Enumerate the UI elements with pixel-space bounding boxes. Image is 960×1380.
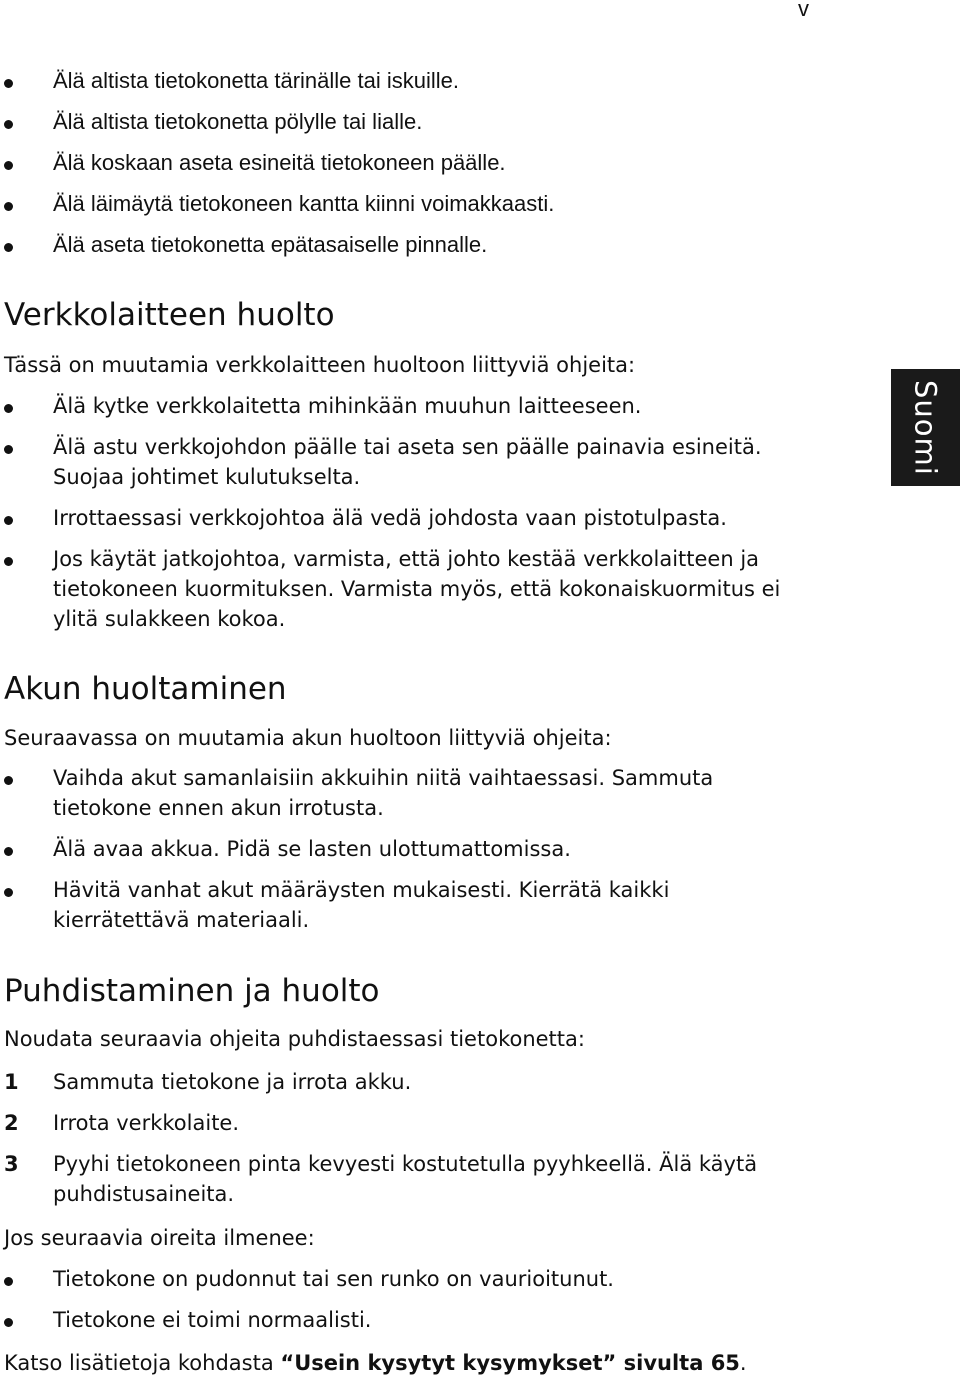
section-intro-battery: Seuraavassa on muutamia akun huoltoon liittyviä ohjeita: bbox=[4, 726, 612, 750]
section-title-battery: Akun huoltaminen bbox=[4, 671, 287, 707]
general-care-list bbox=[0, 66, 880, 271]
battery-care-list bbox=[0, 763, 880, 946]
list-item: Vaihda akut samanlaisiin akkuihin niitä vaihtaessasi. Sammuta tietokone ennen akun irrotusta. bbox=[0, 763, 880, 823]
page-number: v bbox=[798, 0, 809, 21]
step-item: 2 Irrota verkkolaite. bbox=[0, 1108, 880, 1138]
language-tab-label: Suomi bbox=[908, 379, 943, 476]
bullet-icon bbox=[4, 445, 13, 454]
bullet-icon bbox=[4, 516, 13, 525]
language-tab bbox=[891, 369, 960, 486]
step-number: 2 bbox=[4, 1111, 19, 1135]
cleaning-steps bbox=[0, 1067, 880, 1220]
list-item: Älä avaa akkua. Pidä se lasten ulottumattomissa. bbox=[0, 834, 880, 864]
bullet-icon bbox=[4, 1318, 13, 1327]
list-item: Älä astu verkkojohdon päälle tai aseta sen päälle painavia esineitä. Suojaa johtimet kulutukselta. bbox=[0, 432, 880, 492]
list-item: Hävitä vanhat akut määräysten mukaisesti. Kierrätä kaikki kierrätettävä materiaali. bbox=[0, 875, 880, 935]
step-item: 3 Pyyhi tietokoneen pinta kevyesti kostutetulla pyyhkeellä. Älä käytä puhdistusaineita. bbox=[0, 1149, 880, 1209]
list-item: Älä kytke verkkolaitetta mihinkään muuhun laitteeseen. bbox=[0, 391, 880, 421]
section-intro-cleaning: Noudata seuraavia ohjeita puhdistaessasi tietokonetta: bbox=[4, 1027, 585, 1051]
list-item: Älä läimäytä tietokoneen kantta kiinni voimakkaasti. bbox=[0, 189, 880, 230]
list-item: Irrottaessasi verkkojohtoa älä vedä johdosta vaan pistotulpasta. bbox=[0, 503, 880, 533]
bullet-icon bbox=[4, 404, 13, 413]
bullet-icon bbox=[4, 243, 13, 252]
bullet-icon bbox=[4, 79, 13, 88]
symptoms-list bbox=[0, 1264, 880, 1346]
list-item: Älä altista tietokonetta tärinälle tai iskuille. bbox=[0, 66, 880, 107]
bullet-icon bbox=[4, 161, 13, 170]
list-item: Älä aseta tietokonetta epätasaiselle pinnalle. bbox=[0, 230, 880, 271]
bullet-icon bbox=[4, 1277, 13, 1286]
list-item: Älä koskaan aseta esineitä tietokoneen päälle. bbox=[0, 148, 880, 189]
reference-note: Katso lisätietoja kohdasta “Usein kysytyt kysymykset” sivulta 65. bbox=[4, 1351, 747, 1375]
symptoms-intro: Jos seuraavia oireita ilmenee: bbox=[4, 1226, 315, 1250]
list-item: Tietokone on pudonnut tai sen runko on vaurioitunut. bbox=[0, 1264, 880, 1294]
section-title-cleaning: Puhdistaminen ja huolto bbox=[4, 973, 380, 1009]
bullet-icon bbox=[4, 202, 13, 211]
bullet-icon bbox=[4, 120, 13, 129]
section-title-network: Verkkolaitteen huolto bbox=[4, 297, 335, 333]
bullet-icon bbox=[4, 847, 13, 856]
section-intro-network: Tässä on muutamia verkkolaitteen huoltoon liittyviä ohjeita: bbox=[4, 353, 636, 377]
faq-reference-link[interactable]: “Usein kysytyt kysymykset” sivulta 65 bbox=[280, 1351, 740, 1375]
bullet-icon bbox=[4, 776, 13, 785]
list-item: Tietokone ei toimi normaalisti. bbox=[0, 1305, 880, 1335]
list-item: Jos käytät jatkojohtoa, varmista, että johto kestää verkkolaitteen ja tietokoneen kuormituksen. Varmista myös, että kokonaiskuormitus ei ylitä sulakkeen kokoa. bbox=[0, 544, 880, 634]
step-number: 3 bbox=[4, 1152, 19, 1176]
step-item: 1 Sammuta tietokone ja irrota akku. bbox=[0, 1067, 880, 1097]
step-number: 1 bbox=[4, 1070, 19, 1094]
list-item: Älä altista tietokonetta pölylle tai lialle. bbox=[0, 107, 880, 148]
bullet-icon bbox=[4, 888, 13, 897]
network-care-list bbox=[0, 391, 880, 645]
bullet-icon bbox=[4, 557, 13, 566]
